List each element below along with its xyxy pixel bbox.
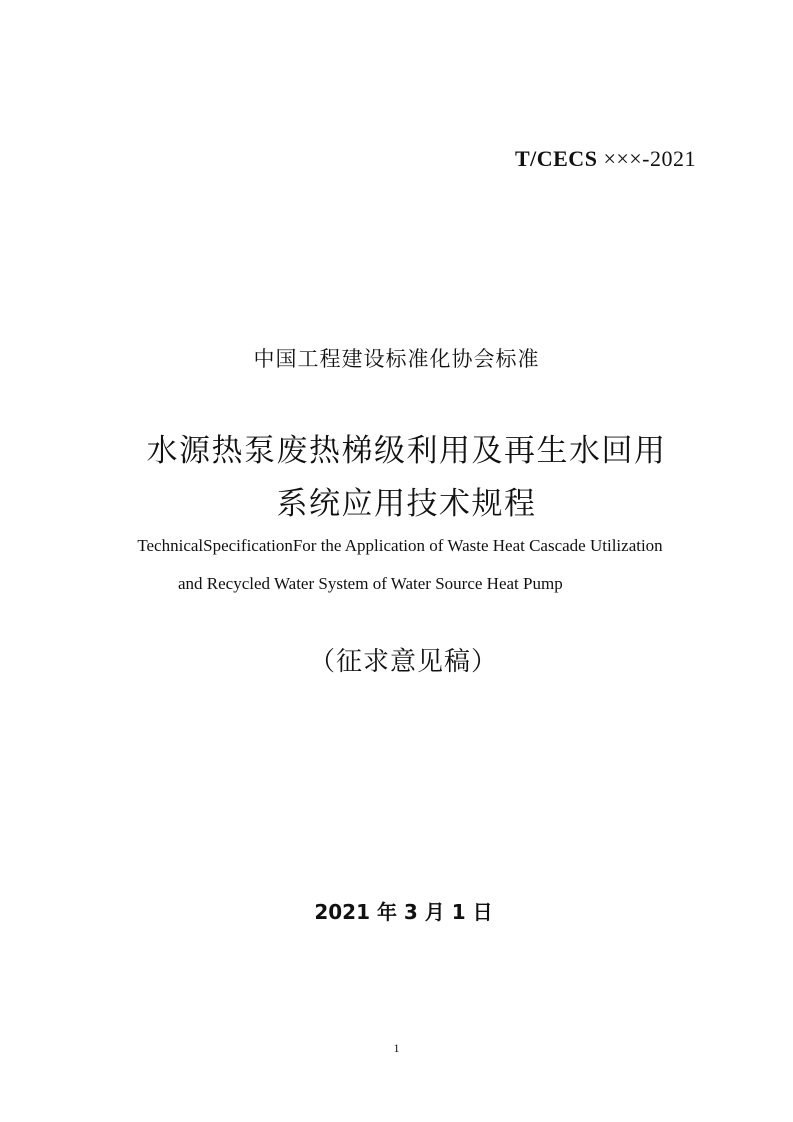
- organization-name: 中国工程建设标准化协会标准: [253, 347, 540, 371]
- draft-status: （征求意见稿）: [308, 647, 498, 677]
- publication-date: 2021 年 3 月 1 日: [314, 900, 493, 924]
- english-title-line-2: and Recycled Water System of Water Source Heat Pump: [178, 574, 563, 593]
- standard-code-number: ×××-2021: [597, 146, 696, 171]
- standard-code: [515, 146, 696, 172]
- document-title-line-2: 系统应用技术规程: [276, 486, 537, 522]
- document-title-line-1: 水源热泵废热梯级利用及再生水回用: [146, 433, 667, 469]
- english-title-line-1: TechnicalSpecificationFor the Application of Waste Heat Cascade Utilization: [137, 536, 663, 555]
- page-number: 1: [393, 1041, 400, 1055]
- standard-code-prefix: T/CECS: [514, 146, 598, 171]
